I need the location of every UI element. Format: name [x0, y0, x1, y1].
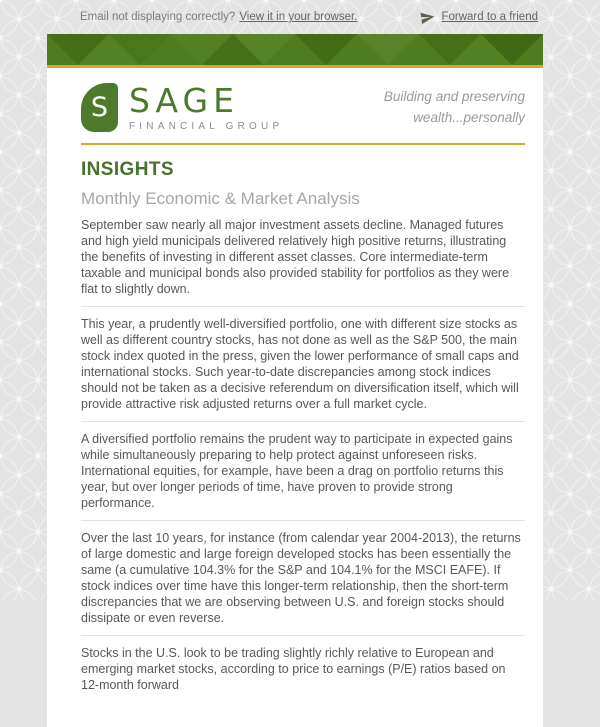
email-body-card	[47, 68, 543, 727]
paragraph-divider	[81, 306, 525, 307]
brand-name: SAGE	[129, 80, 239, 120]
logo-monogram: S	[90, 92, 109, 123]
gold-divider	[81, 143, 525, 145]
email-utility-bar	[47, 0, 543, 34]
header-band	[47, 34, 543, 68]
sage-logo	[81, 80, 284, 132]
paper-plane-icon	[420, 9, 437, 26]
brand-tagline	[384, 87, 525, 128]
email-column	[47, 0, 543, 727]
browser-notice-text: Email not displaying correctly?	[80, 11, 236, 23]
masthead	[81, 80, 525, 132]
newsletter-subtitle: Monthly Economic & Market Analysis	[81, 189, 360, 208]
view-in-browser-link[interactable]: View it in your browser.	[239, 11, 358, 23]
logo-wordmark	[129, 80, 284, 132]
paragraph: Stocks in the U.S. look to be trading slightly richly relative to European and emerging market stocks, according to price to earnings (P/E) ratios based on 12-month forward	[81, 646, 506, 692]
triangle-pattern	[47, 34, 543, 65]
article-body	[81, 217, 525, 693]
paragraph-divider	[81, 635, 525, 636]
newsletter-title: INSIGHTS	[81, 159, 174, 180]
paragraph: This year, a prudently well-diversified portfolio, one with different size stocks as well as different country stocks, has not done as well as the S&P 500, the main stock index quoted in the press, given the lower performance of small caps and international stocks. Such year-to-date discrepancies among stock indices should not be taken as a decisive referendum on diversification itself, which will provide attractive risk adjusted returns over a full market cycle.	[81, 317, 519, 411]
forward-to-friend-link[interactable]: Forward to a friend	[441, 11, 538, 23]
paragraph: September saw nearly all major investment assets decline. Managed futures and high yield municipals delivered relatively high positive returns, illustrating the benefits of investing in different asset classes. Core intermediate-term taxable and municipal bonds also provided stability for portfolios as they were flat to slightly down.	[81, 218, 510, 296]
tagline-line-1: Building and preserving	[383, 89, 525, 105]
paragraph-divider	[81, 421, 525, 422]
paragraph-divider	[81, 520, 525, 521]
paragraph: A diversified portfolio remains the prudent way to participate in expected gains while simultaneously preparing to help protect against unforeseen risks. International equities, for example, have been a drag on portfolio returns this year, but over longer periods of time, have proven to provide strong performance.	[81, 432, 513, 510]
tagline-line-2: wealth...personally	[413, 109, 525, 125]
brand-subname: FINANCIAL GROUP	[129, 120, 284, 132]
leaf-monogram-icon	[81, 83, 118, 132]
paragraph: Over the last 10 years, for instance (from calendar year 2004-2013), the returns of large domestic and large foreign developed stocks has been essentially the same (a cumulative 104.3% for the S&P and 104.1% for the MSCI EAFE). If stock indices over time have this longer-term relationship, then the short-term discrepancies that we are observing between U.S. and foreign stocks should dissipate or even reverse.	[81, 531, 521, 625]
